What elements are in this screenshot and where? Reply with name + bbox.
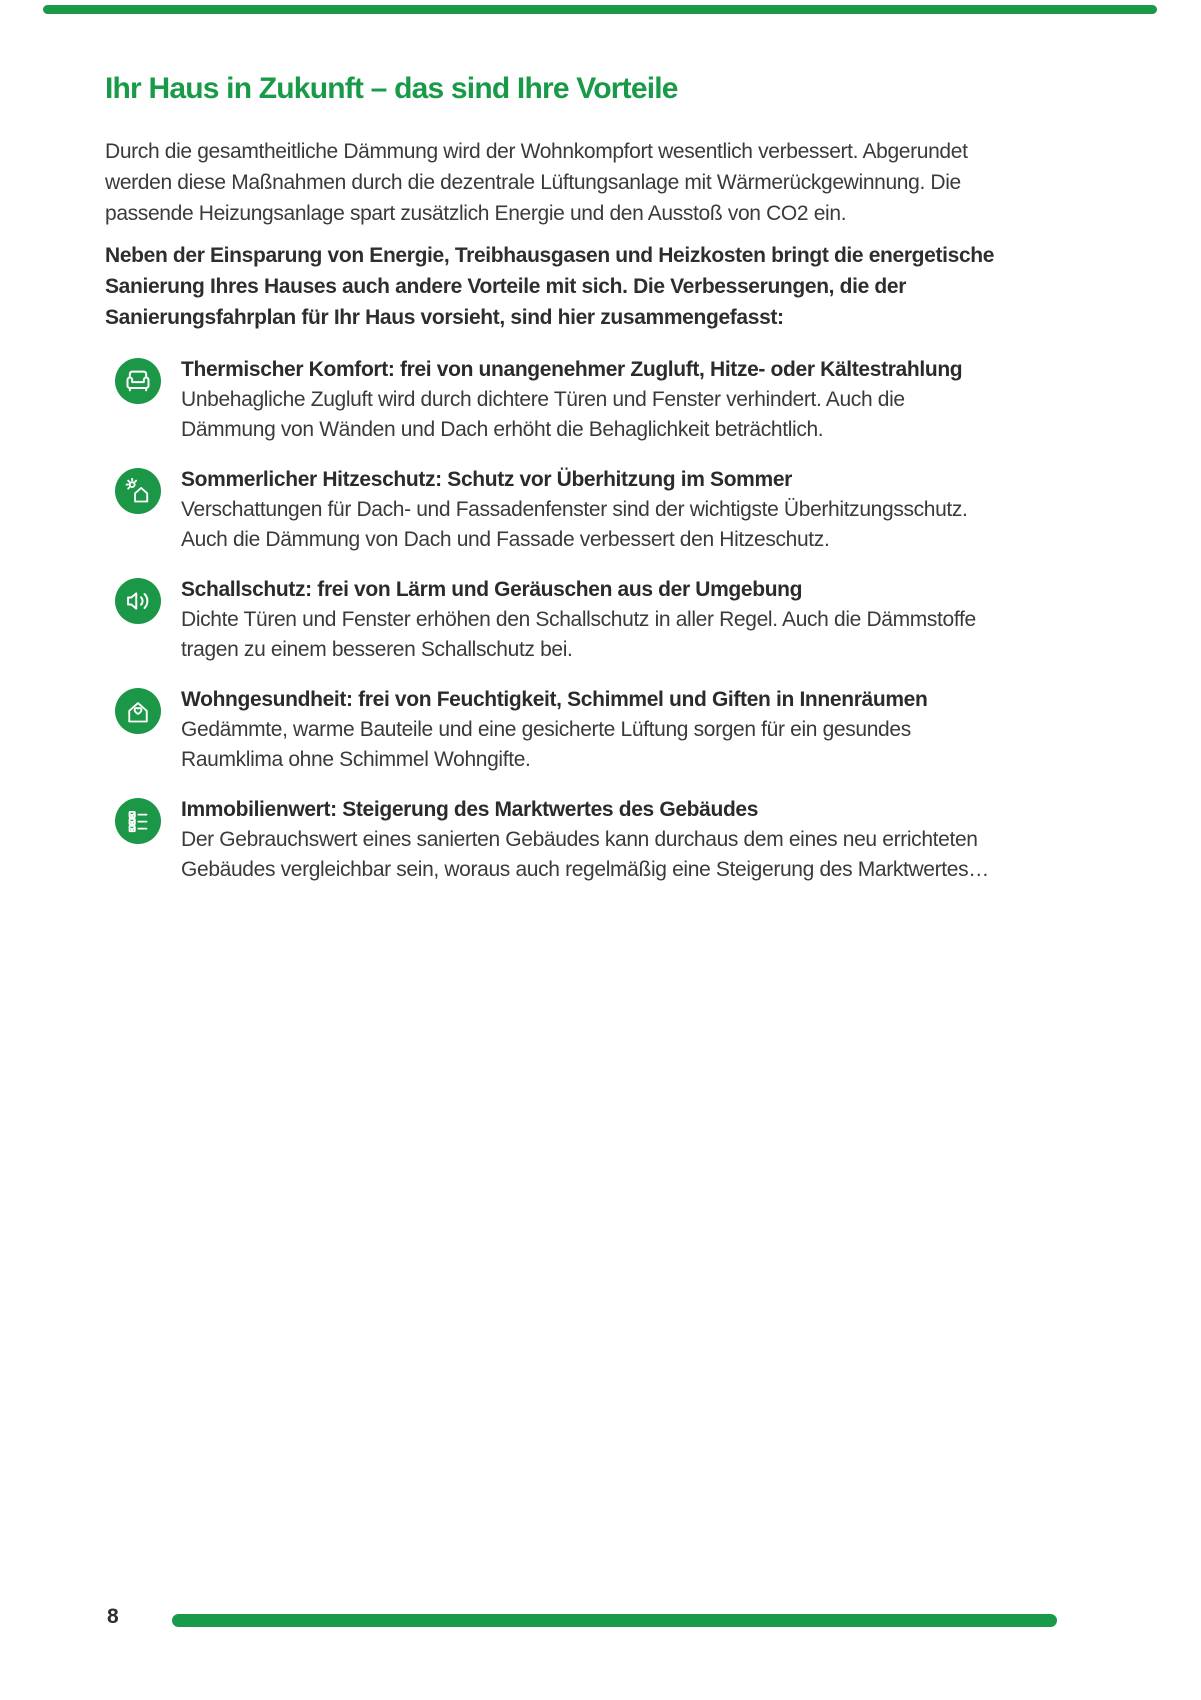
text-line: passende Heizungsanlage spart zusätzlich Energie und den Ausstoß von CO2 ein. (105, 202, 847, 225)
page-number: 8 (107, 1605, 119, 1628)
footer-accent-bar (172, 1614, 1057, 1627)
benefit-icon-circle (115, 468, 161, 514)
benefit-item-sound-insulation (105, 575, 1105, 665)
benefit-item-healthy-living (105, 685, 1105, 775)
benefit-icon-circle (115, 798, 161, 844)
text-line: Gedämmte, warme Bauteile und eine gesicherte Lüftung sorgen für ein gesundes (181, 718, 911, 741)
text-line: Neben der Einsparung von Energie, Treibhausgasen und Heizkosten bringt die energetische (105, 244, 995, 267)
text-line: werden diese Maßnahmen durch die dezentrale Lüftungsanlage mit Wärmerückgewinnung. Die (105, 171, 961, 194)
benefit-icon-circle (115, 358, 161, 404)
benefit-item-summer-heat-protection (105, 465, 1105, 555)
house-heart-icon (124, 697, 152, 725)
armchair-icon (124, 367, 152, 395)
speaker-icon (124, 587, 152, 615)
benefit-heading: Schallschutz: frei von Lärm und Geräuschen aus der Umgebung (181, 578, 803, 601)
text-line: Unbehagliche Zugluft wird durch dichtere Türen und Fenster verhindert. Auch die (181, 388, 905, 411)
text-line: Dichte Türen und Fenster erhöhen den Schallschutz in aller Regel. Auch die Dämmstoffe (181, 608, 976, 631)
benefit-icon-circle (115, 688, 161, 734)
text-line: tragen zu einem besseren Schallschutz bei. (181, 638, 573, 661)
benefit-item-property-value (105, 795, 1105, 885)
text-line: Sanierungsfahrplan für Ihr Haus vorsieht, sind hier zusammengefasst: (105, 306, 784, 329)
page-content (105, 0, 1105, 885)
house-sun-icon (124, 477, 152, 505)
benefit-heading: Immobilienwert: Steigerung des Marktwertes des Gebäudes (181, 798, 759, 821)
text-line: Auch die Dämmung von Dach und Fassade verbessert den Hitzeschutz. (181, 528, 830, 551)
checklist-icon (124, 807, 152, 835)
text-line: Gebäudes vergleichbar sein, woraus auch regelmäßig eine Steigerung des Marktwertes… (181, 858, 989, 881)
benefit-icon-circle (115, 578, 161, 624)
text-line: Verschattungen für Dach- und Fassadenfenster sind der wichtigste Überhitzungsschutz. (181, 498, 968, 521)
benefit-heading: Thermischer Komfort: frei von unangenehmer Zugluft, Hitze- oder Kältestrahlung (181, 358, 963, 381)
summary-paragraph (105, 240, 1105, 333)
page-title: Ihr Haus in Zukunft – das sind Ihre Vorteile (105, 72, 678, 105)
benefit-text (181, 355, 962, 445)
benefit-text (181, 795, 989, 885)
text-line: Dämmung von Wänden und Dach erhöht die Behaglichkeit beträchtlich. (181, 418, 824, 441)
intro-paragraph (105, 136, 1105, 229)
benefit-heading: Sommerlicher Hitzeschutz: Schutz vor Überhitzung im Sommer (181, 468, 792, 491)
benefit-text (181, 465, 968, 555)
benefit-text (181, 685, 927, 775)
benefit-heading: Wohngesundheit: frei von Feuchtigkeit, Schimmel und Giften in Innenräumen (181, 688, 928, 711)
text-line: Raumklima ohne Schimmel Wohngifte. (181, 748, 531, 771)
benefit-item-thermal-comfort (105, 355, 1105, 445)
benefit-text (181, 575, 976, 665)
text-line: Sanierung Ihres Hauses auch andere Vorteile mit sich. Die Verbesserungen, die der (105, 275, 907, 298)
benefits-list (105, 355, 1105, 885)
text-line: Der Gebrauchswert eines sanierten Gebäudes kann durchaus dem eines neu errichteten (181, 828, 978, 851)
text-line: Durch die gesamtheitliche Dämmung wird der Wohnkompfort wesentlich verbessert. Abgerundet (105, 140, 968, 163)
